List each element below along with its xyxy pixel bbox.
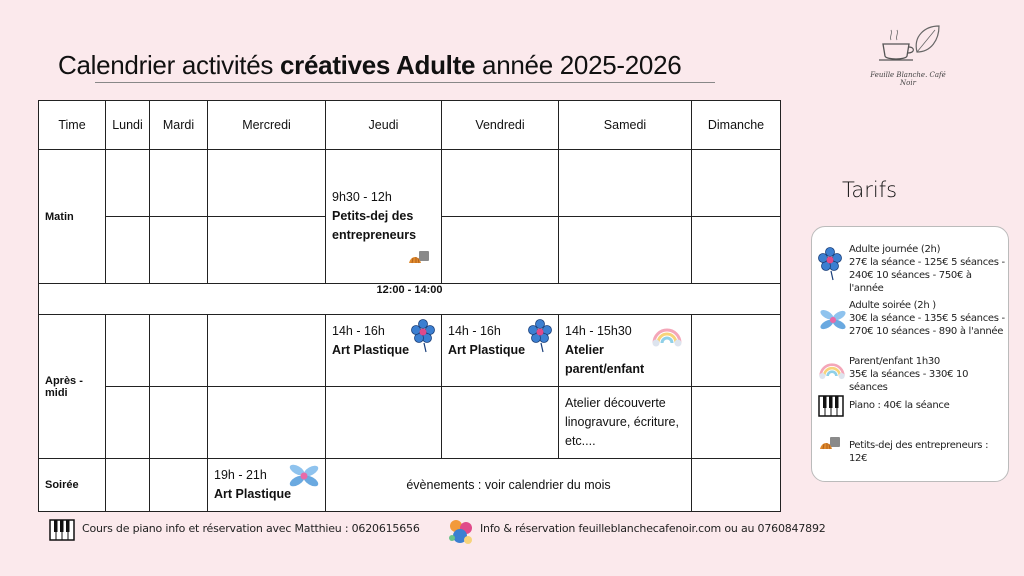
header-samedi: Samedi <box>559 101 692 150</box>
event-name: Petits-dej des entrepreneurs <box>332 209 417 242</box>
row-apres-midi-2 <box>39 387 781 459</box>
blue-flower-icon <box>411 319 435 353</box>
header-vendredi: Vendredi <box>442 101 559 150</box>
colorful-flower-icon <box>287 462 321 490</box>
row-label-soiree: Soirée <box>39 459 106 512</box>
calendar-table <box>38 100 781 512</box>
logo-text: Feuille Blanche. Café Noir <box>870 71 946 87</box>
row-matin-1 <box>39 150 781 217</box>
event-art-plastique-jeudi: 14h - 16h Art Plastique <box>326 315 442 387</box>
coffee-croissant-icon <box>407 249 433 267</box>
row-label-apres-midi: Après - midi <box>39 315 106 459</box>
event-art-plastique-soiree: 19h - 21h Art Plastique <box>208 459 326 512</box>
logo <box>868 22 948 87</box>
event-art-plastique-vendredi: 14h - 16h Art Plastique <box>442 315 559 387</box>
header-lundi: Lundi <box>106 101 150 150</box>
blue-flower-icon <box>528 319 552 353</box>
footer-piano-info: Cours de piano info et réservation avec Matthieu : 0620615656 <box>82 522 420 535</box>
blue-flower-icon <box>818 247 842 281</box>
coffee-croissant-icon <box>818 435 844 453</box>
paint-splash-icon <box>446 516 476 548</box>
tarif-parent-enfant: Parent/enfant 1h30 35€ la séances - 330€ 10 séances <box>849 356 969 393</box>
header-time: Time <box>39 101 106 150</box>
tarif-piano: Piano : 40€ la séance <box>849 400 950 411</box>
header-mardi: Mardi <box>150 101 208 150</box>
row-label-matin: Matin <box>39 150 106 284</box>
tarif-petits-dej: Petits-dej des entrepreneurs : 12€ <box>849 440 989 464</box>
header-dimanche: Dimanche <box>692 101 781 150</box>
rainbow-icon <box>818 357 846 381</box>
soiree-events: évènements : voir calendrier du mois <box>326 459 692 512</box>
piano-icon <box>818 395 844 417</box>
event-petits-dej <box>326 150 442 284</box>
title-underline <box>95 82 715 83</box>
tarif-adulte-soiree: Adulte soirée (2h ) 30€ la séance - 135€ 5 séances - 270€ 10 séances - 890 à l'année <box>849 300 1005 337</box>
piano-icon <box>49 519 75 541</box>
row-soiree <box>39 459 781 512</box>
footer-reservation-info: Info & réservation feuilleblanchecafenoir.com ou au 0760847892 <box>480 522 826 535</box>
event-atelier-parent-enfant: 14h - 15h30 Atelier parent/enfant <box>559 315 692 387</box>
page-title: Calendrier activités créatives Adulte année 2025-2026 <box>58 50 682 80</box>
header-row <box>39 101 781 150</box>
row-apres-midi-1 <box>39 315 781 387</box>
event-atelier-decouverte: Atelier découverte linogravure, écriture, etc.... <box>559 387 692 459</box>
tarifs-title: Tarifs <box>842 178 898 202</box>
event-time: 9h30 - 12h <box>332 190 392 204</box>
tarifs-panel <box>811 226 1009 482</box>
lunch-break: 12:00 - 14:00 <box>39 284 781 315</box>
colorful-flower-icon <box>818 307 848 333</box>
coffee-leaf-logo-icon <box>873 22 943 64</box>
header-mercredi: Mercredi <box>208 101 326 150</box>
tarif-adulte-journee: Adulte journée (2h) 27€ la séance - 125€ 5 séances - 240€ 10 séances - 750€ à l'année <box>849 244 1005 294</box>
row-lunch <box>39 284 781 315</box>
header-jeudi: Jeudi <box>326 101 442 150</box>
rainbow-icon <box>651 323 683 347</box>
